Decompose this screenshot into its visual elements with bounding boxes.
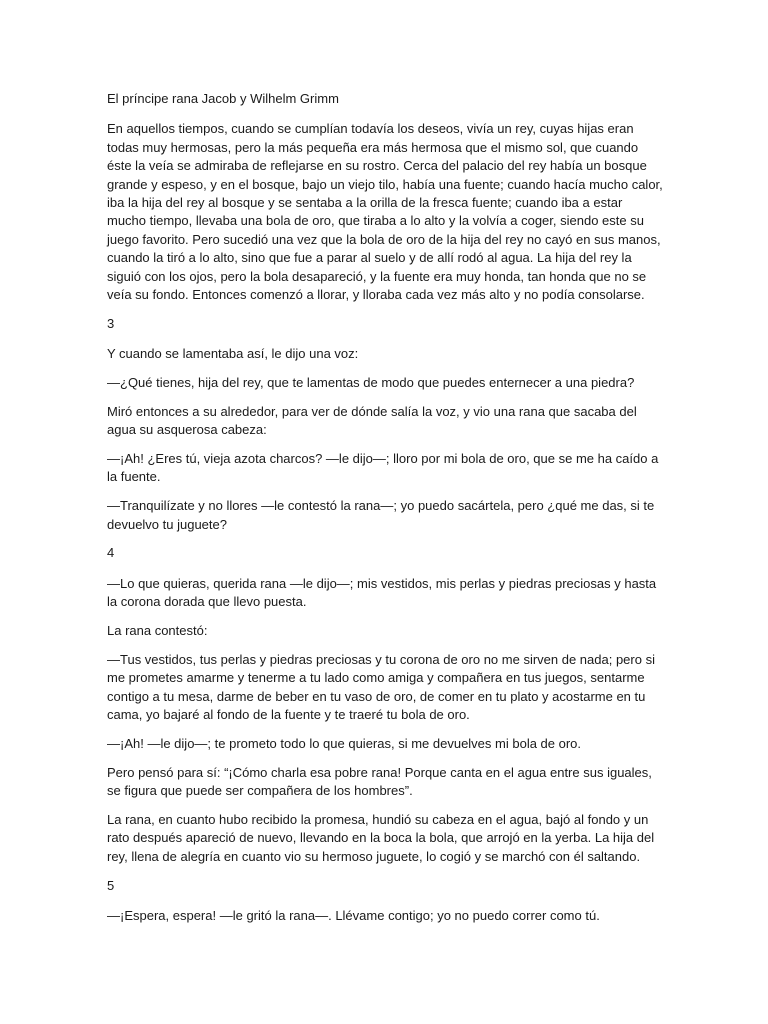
paragraph: Pero pensó para sí: “¡Cómo charla esa pobre rana! Porque canta en el agua entre sus iguales, se figura que puede ser compañera de los hombres”. xyxy=(107,764,652,799)
page-number: 4 xyxy=(107,545,115,561)
page-number: 3 xyxy=(107,315,115,331)
paragraph: —¡Ah! —le dijo—; te prometo todo lo que quieras, si me devuelves mi bola de oro. xyxy=(107,735,582,751)
paragraph: La rana, en cuanto hubo recibido la promesa, hundió su cabeza en el agua, bajó al fondo y un rato después apareció de nuevo, llevando en la boca la bola, que arrojó en la yerba. La hija del rey, llena de alegría en cuanto vio su hermoso juguete, lo cogió y se marchó con él saltando. xyxy=(107,811,655,864)
paragraph: La rana contestó: xyxy=(107,623,208,639)
paragraph: Y cuando se lamentaba así, le dijo una voz: xyxy=(107,346,359,362)
paragraph: —¡Ah! ¿Eres tú, vieja azota charcos? —le dijo—; lloro por mi bola de oro, que se me ha caído a la fuente. xyxy=(107,451,659,485)
paragraph: En aquellos tiempos, cuando se cumplían todavía los deseos, vivía un rey, cuyas hijas eran todas muy hermosas, pero la más pequeña era más hermosa que el mismo sol, que cuando éste la veía se admiraba de reflejarse en su rostro. Cerca del palacio del rey había un bosque grande y espeso, y en el bosque, bajo un viejo tilo, había una fuente; cuando hacía mucho calor, iba la hija del rey al bosque y se sentaba a la orilla de la fresca fuente; cuando iba a estar mucho tiempo, llevaba una bola de oro, que tiraba a lo alto y la volvía a coger, siendo este su juego favorito. Pero sucedió una vez que la bola de oro de la hija del rey no cayó en sus manos, cuando la tiró a lo alto, sino que fue a parar al suelo y de allí rodó al agua. La hija del rey la siguió con los ojos, pero la bola desapareció, y la fuente era muy honda, tan honda que no se veía su fondo. Entonces comenzó a llorar, y lloraba cada vez más alto y no podía consolarse. xyxy=(107,121,663,303)
paragraph: —Lo que quieras, querida rana —le dijo—; mis vestidos, mis perlas y piedras preciosas y hasta la corona dorada que llevo puesta. xyxy=(107,575,657,610)
paragraph: —¡Espera, espera! —le gritó la rana—. Llévame contigo; yo no puedo correr como tú. xyxy=(107,907,600,923)
paragraph: —¿Qué tienes, hija del rey, que te lamentas de modo que puedes enternecer a una piedra? xyxy=(107,375,635,391)
page-number: 5 xyxy=(107,877,115,893)
paragraph: —Tus vestidos, tus perlas y piedras preciosas y tu corona de oro no me sirven de nada; pero si me prometes amarme y tenerme a tu lado como amiga y compañera en tus juegos, sentarme contigo a tu mesa, darme de beber en tu vaso de oro, de comer en tu plato y acostarme en tu cama, yo bajaré al fondo de la fuente y te traeré tu bola de oro. xyxy=(107,651,655,723)
document-body xyxy=(107,90,663,936)
paragraph: Miró entonces a su alrededor, para ver de dónde salía la voz, y vio una rana que sacaba del agua su asquerosa cabeza: xyxy=(107,403,637,438)
paragraph: —Tranquilízate y no llores —le contestó la rana—; yo puedo sacártela, pero ¿qué me das, si te devuelvo tu juguete? xyxy=(107,498,655,532)
document-title: El príncipe rana Jacob y Wilhelm Grimm xyxy=(107,91,339,106)
